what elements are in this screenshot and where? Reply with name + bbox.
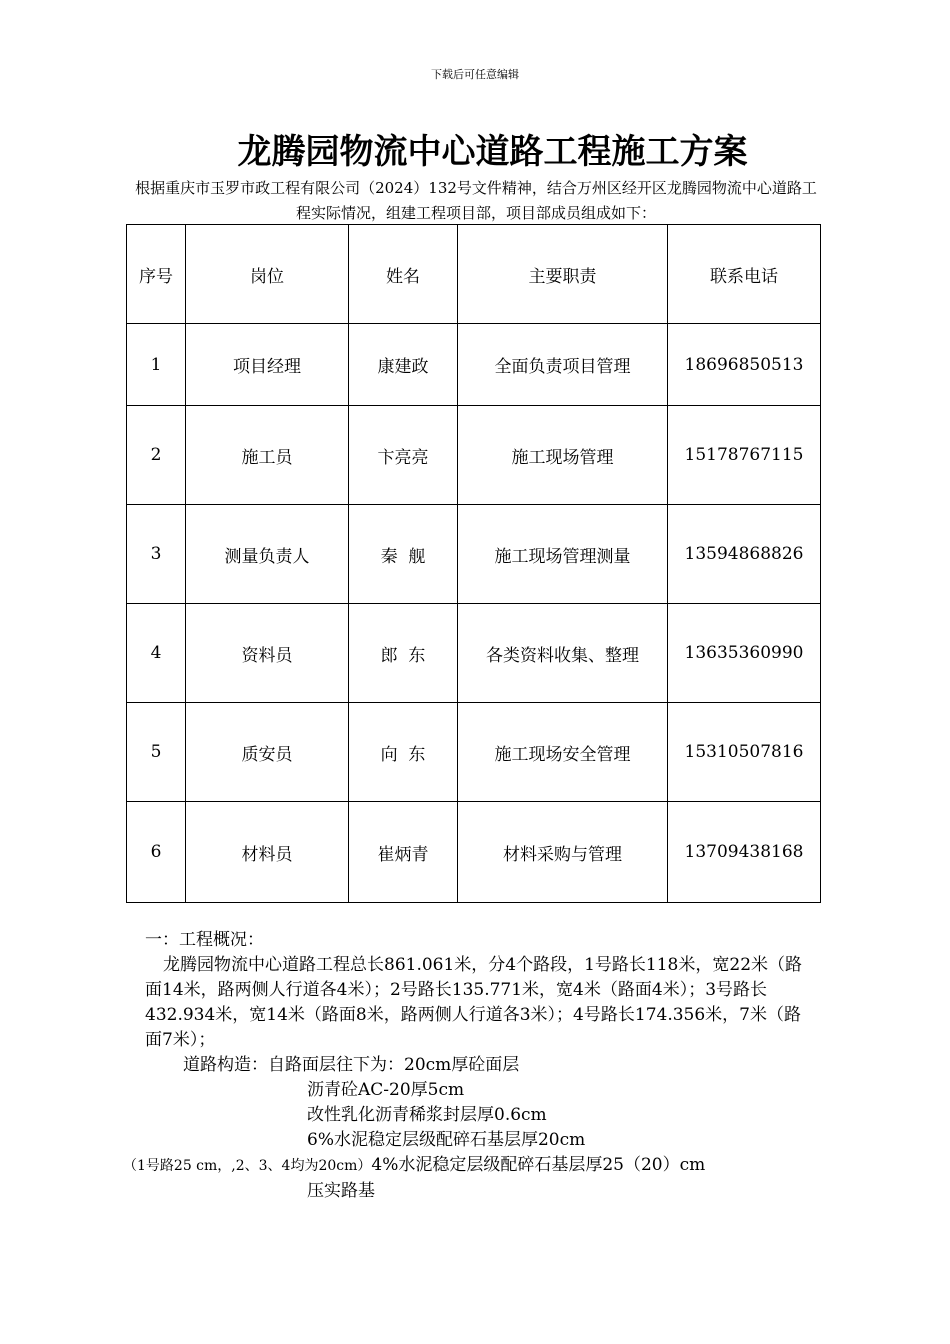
cell-phone: 13635360990 <box>668 604 821 703</box>
cell-position: 材料员 <box>186 802 349 903</box>
section-heading: 一：工程概况： <box>145 930 264 950</box>
header-index: 序号 <box>127 225 186 324</box>
cell-index: 4 <box>127 604 186 703</box>
intro-paragraph: 根据重庆市玉罗市政工程有限公司（2024）132号文件精神，结合万州区经开区龙腾园物流中心道路工程实际情况，组建工程项目部，项目部成员组成如下： <box>135 179 817 222</box>
project-team-table <box>126 224 821 903</box>
cell-name: 郎 东 <box>349 604 458 703</box>
header-note: 下载后可任意编辑 <box>431 68 519 81</box>
cell-index: 1 <box>127 324 186 406</box>
table-row <box>127 505 821 604</box>
header-name: 姓名 <box>349 225 458 324</box>
cell-phone: 15178767115 <box>668 406 821 505</box>
layer-seal: 改性乳化沥青稀浆封层厚0.6cm <box>307 1105 547 1125</box>
cell-index: 6 <box>127 802 186 903</box>
table-row <box>127 604 821 703</box>
cell-phone: 13594868826 <box>668 505 821 604</box>
cell-index: 5 <box>127 703 186 802</box>
cell-position: 质安员 <box>186 703 349 802</box>
cell-index: 3 <box>127 505 186 604</box>
cell-duty: 全面负责项目管理 <box>458 324 668 406</box>
overview-paragraph: 龙腾园物流中心道路工程总长861.061米，分4个路段，1号路长118米，宽22米（路面14米，路两侧人行道各4米）；2号路长135.771米，宽4米（路面4米）；3号路长432.934米，宽14米（路面8米，路两侧人行道各3米）；4号路长174.356米，7米（路面7米）； <box>145 955 803 1050</box>
cell-name: 崔炳青 <box>349 802 458 903</box>
cell-name: 向 东 <box>349 703 458 802</box>
header-duty: 主要职责 <box>458 225 668 324</box>
cell-phone: 18696850513 <box>668 324 821 406</box>
layer-base-6pct: 6%水泥稳定层级配碎石基层厚20cm <box>307 1130 586 1150</box>
layer-concrete: 20cm厚砼面层 <box>404 1055 520 1075</box>
cell-position: 测量负责人 <box>186 505 349 604</box>
layer-subgrade: 压实路基 <box>307 1181 375 1201</box>
cell-index: 2 <box>127 406 186 505</box>
cell-duty: 材料采购与管理 <box>458 802 668 903</box>
cell-name: 卞亮亮 <box>349 406 458 505</box>
cell-phone: 15310507816 <box>668 703 821 802</box>
table-row <box>127 324 821 406</box>
cell-duty: 各类资料收集、整理 <box>458 604 668 703</box>
cell-position: 资料员 <box>186 604 349 703</box>
table-header-row <box>127 225 821 324</box>
layer-base-4pct-line <box>123 1153 805 1179</box>
header-position: 岗位 <box>186 225 349 324</box>
cell-position: 施工员 <box>186 406 349 505</box>
layer-base-4pct: 4%水泥稳定层级配碎石基层厚25（20）cm <box>371 1155 706 1175</box>
cell-position: 项目经理 <box>186 324 349 406</box>
cell-duty: 施工现场安全管理 <box>458 703 668 802</box>
table-row <box>127 802 821 903</box>
cell-name: 秦 舰 <box>349 505 458 604</box>
table-row <box>127 406 821 505</box>
road-structure-line <box>145 1053 805 1078</box>
structure-label: 道路构造：自路面层往下为： <box>183 1055 404 1075</box>
layer-asphalt: 沥青砼AC-20厚5cm <box>307 1080 465 1100</box>
layer-note: （1号路25 cm，,2、3、4均为20cm） <box>123 1158 372 1174</box>
page-title: 龙腾园物流中心道路工程施工方案 <box>237 132 748 172</box>
cell-duty: 施工现场管理 <box>458 406 668 505</box>
cell-name: 康建政 <box>349 324 458 406</box>
project-overview-section <box>123 928 805 1204</box>
cell-phone: 13709438168 <box>668 802 821 903</box>
cell-duty: 施工现场管理测量 <box>458 505 668 604</box>
header-phone: 联系电话 <box>668 225 821 324</box>
table-row <box>127 703 821 802</box>
